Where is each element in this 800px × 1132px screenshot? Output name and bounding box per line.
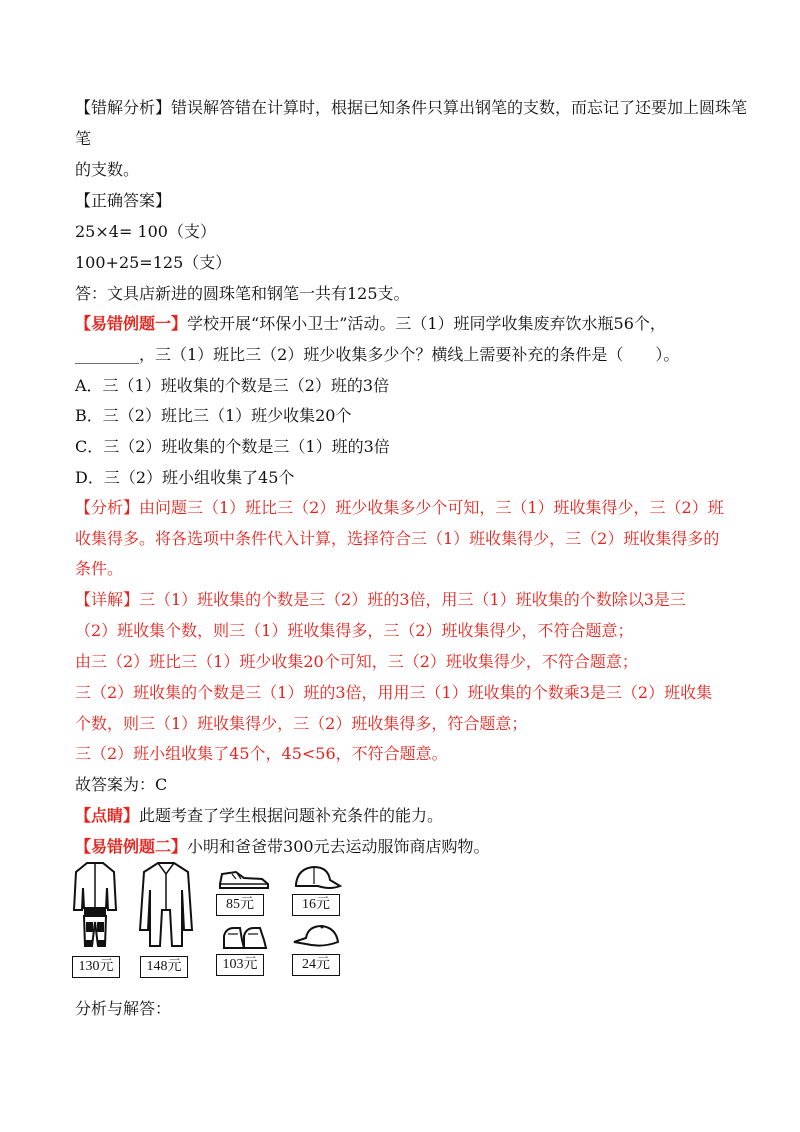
example1-question-line2: ________，三（1）班比三（2）班少收集多少个？横线上需要补充的条件是（ ）。 xyxy=(75,345,680,364)
example1-question: 【易错例题一】学校开展“环保小卫士”活动。三（1）班同学收集废弃饮水瓶56个， xyxy=(75,314,666,333)
error-analysis-line1: 【错解分析】错误解答错在计算时，根据已知条件只算出钢笔的支数，而忘记了还要加上圆珠笔 xyxy=(75,98,748,117)
calc-line2: 100+25=125（支） xyxy=(75,253,232,272)
analysis-line2: 收集得多。将各选项中条件代入计算，选择符合三（1）班收集得少，三（2）班收集得多的 xyxy=(75,529,720,548)
option-c: C．三（2）班收集的个数是三（1）班的3倍 xyxy=(75,437,390,456)
analysis-and-answer: 分析与解答： xyxy=(75,999,172,1018)
detail-line1: 【详解】三（1）班收集的个数是三（2）班的3倍，用三（1）班收集的个数除以3是三 xyxy=(75,590,686,609)
price-tag-sneaker: 85元 xyxy=(216,894,264,916)
comment-line: 【点睛】此题考查了学生根据问题补充条件的能力。 xyxy=(75,806,444,825)
analysis-line3: 条件。 xyxy=(75,559,124,578)
calc-line1: 25×4= 100（支） xyxy=(75,222,216,241)
price-tag-kids-cap: 24元 xyxy=(292,954,340,976)
option-b: B．三（2）班比三（1）班少收集20个 xyxy=(75,406,352,425)
detail-line3: 由三（2）班比三（1）班少收集20个可知，三（2）班收集得少，不符合题意； xyxy=(75,652,638,671)
option-a: A．三（1）班收集的个数是三（2）班的3倍 xyxy=(75,376,390,395)
answer-conclusion: 故答案为：C xyxy=(75,775,168,794)
option-d: D．三（2）班小组收集了45个 xyxy=(75,468,295,487)
detail-line6: 三（2）班小组收集了45个，45<56，不符合题意。 xyxy=(75,744,448,763)
kids-cap-icon xyxy=(292,924,344,950)
price-tag-tracksuit: 130元 xyxy=(72,956,120,978)
price-tag-kids-shoes: 103元 xyxy=(216,954,264,976)
example2-question: 【易错例题二】小明和爸爸带300元去运动服饰商店购物。 xyxy=(75,837,490,856)
error-analysis-wrap: 笔 xyxy=(75,129,92,148)
answer-line: 答：文具店新进的圆珠笔和钢笔一共有125支。 xyxy=(75,284,410,303)
detail-line4: 三（2）班收集的个数是三（1）班的3倍，用用三（1）班收集的个数乘3是三（2）班收集 xyxy=(75,683,713,702)
detail-line2: （2）班收集个数，则三（1）班收集得多，三（2）班收集得少，不符合题意； xyxy=(75,621,634,640)
correct-answer-heading: 【正确答案】 xyxy=(75,191,172,210)
detail-line5: 个数，则三（1）班收集得少，三（2）班收集得多，符合题意； xyxy=(75,714,528,733)
cap-icon xyxy=(290,864,342,892)
analysis-line1: 【分析】由问题三（1）班比三（2）班少收集多少个可知，三（1）班收集得少，三（2）班 xyxy=(75,498,724,517)
tracksuit-icon xyxy=(70,860,120,950)
sneaker-icon xyxy=(218,866,270,890)
coat-icon xyxy=(138,860,194,950)
price-tag-coat: 148元 xyxy=(140,956,188,978)
kids-shoes-icon xyxy=(220,922,270,952)
price-tag-cap: 16元 xyxy=(292,894,340,916)
product-figure xyxy=(60,860,360,980)
error-analysis-line2: 的支数。 xyxy=(75,160,140,179)
